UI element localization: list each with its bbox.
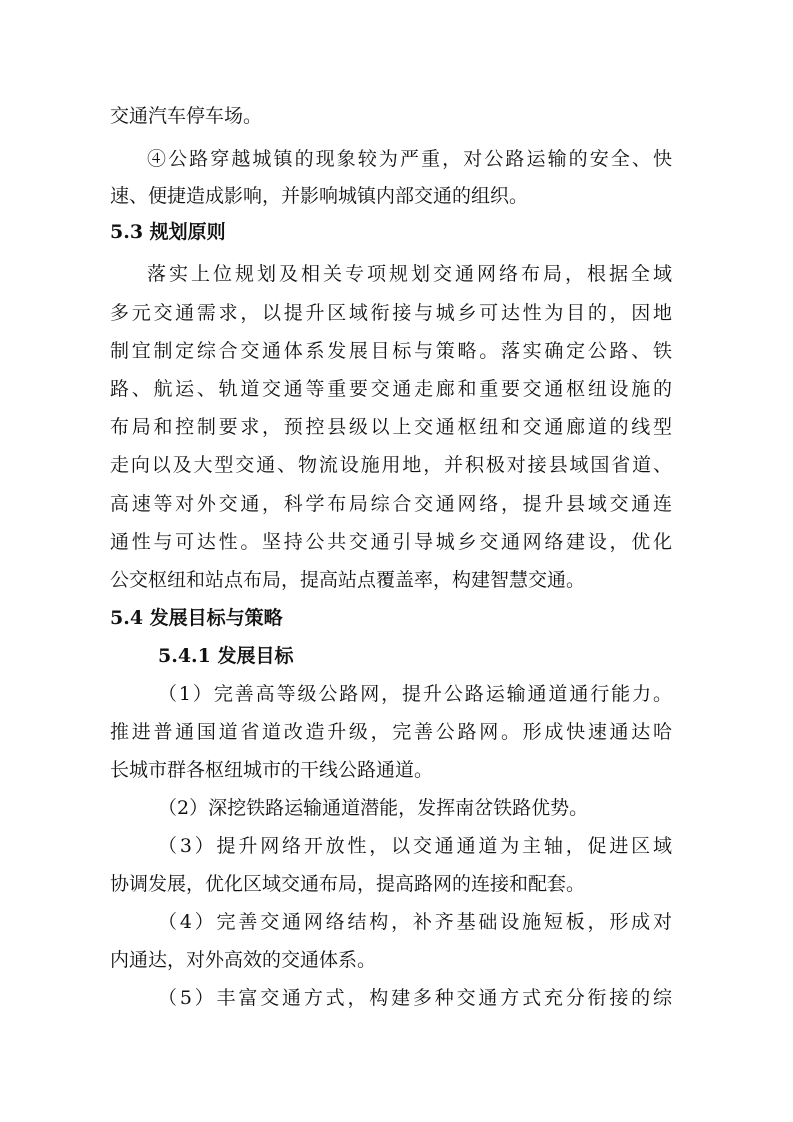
text-line: 路、航运、轨道交通等重要交通走廊和重要交通枢纽设施的: [110, 378, 672, 400]
text-line: 交通汽车停车场。: [110, 105, 263, 127]
text-line: 速、便捷造成影响，并影响城镇内部交通的组织。: [110, 185, 529, 207]
section-heading: 5.3 规划原则: [110, 221, 226, 243]
text-line: 制宜制定综合交通体系发展目标与策略。落实确定公路、铁: [110, 340, 672, 362]
text-line: （4）完善交通网络结构，补齐基础设施短板，形成对: [158, 911, 672, 933]
text-line: 走向以及大型交通、物流设施用地，并积极对接县域国省道、: [110, 454, 672, 476]
text-line: 多元交通需求，以提升区域衔接与城乡可达性为目的，因地: [110, 302, 672, 324]
text-line: 布局和控制要求，预控县级以上交通枢纽和交通廊道的线型: [110, 416, 672, 438]
text-line: （2）深挖铁路运输通道潜能，发挥南岔铁路优势。: [158, 797, 589, 819]
text-line: 内通达，对外高效的交通体系。: [110, 949, 377, 971]
text-line: 推进普通国道省道改造升级，完善公路网。形成快速通达哈: [110, 721, 672, 743]
text-line: 公交枢纽和站点布局，提高站点覆盖率，构建智慧交通。: [110, 569, 586, 591]
text-line: （3）提升网络开放性，以交通通道为主轴，促进区域: [158, 835, 672, 857]
text-line: 高速等对外交通，科学布局综合交通网络，提升县域交通连: [110, 493, 672, 515]
text-line: 长城市群各枢纽城市的干线公路通道。: [110, 759, 434, 781]
text-line: 落实上位规划及相关专项规划交通网络布局，根据全域: [147, 263, 672, 285]
text-line: 协调发展，优化区域交通布局，提高路网的连接和配套。: [110, 873, 586, 895]
text-line: （5）丰富交通方式，构建多种交通方式充分衔接的综: [158, 987, 672, 1009]
text-line: ④公路穿越城镇的现象较为严重，对公路运输的安全、快: [147, 148, 672, 170]
section-heading: 5.4 发展目标与策略: [110, 607, 283, 629]
text-line: （1）完善高等级公路网，提升公路运输通道通行能力。: [158, 683, 672, 705]
subsection-heading: 5.4.1 发展目标: [158, 645, 294, 667]
text-line: 通性与可达性。坚持公共交通引导城乡交通网络建设，优化: [110, 531, 672, 553]
